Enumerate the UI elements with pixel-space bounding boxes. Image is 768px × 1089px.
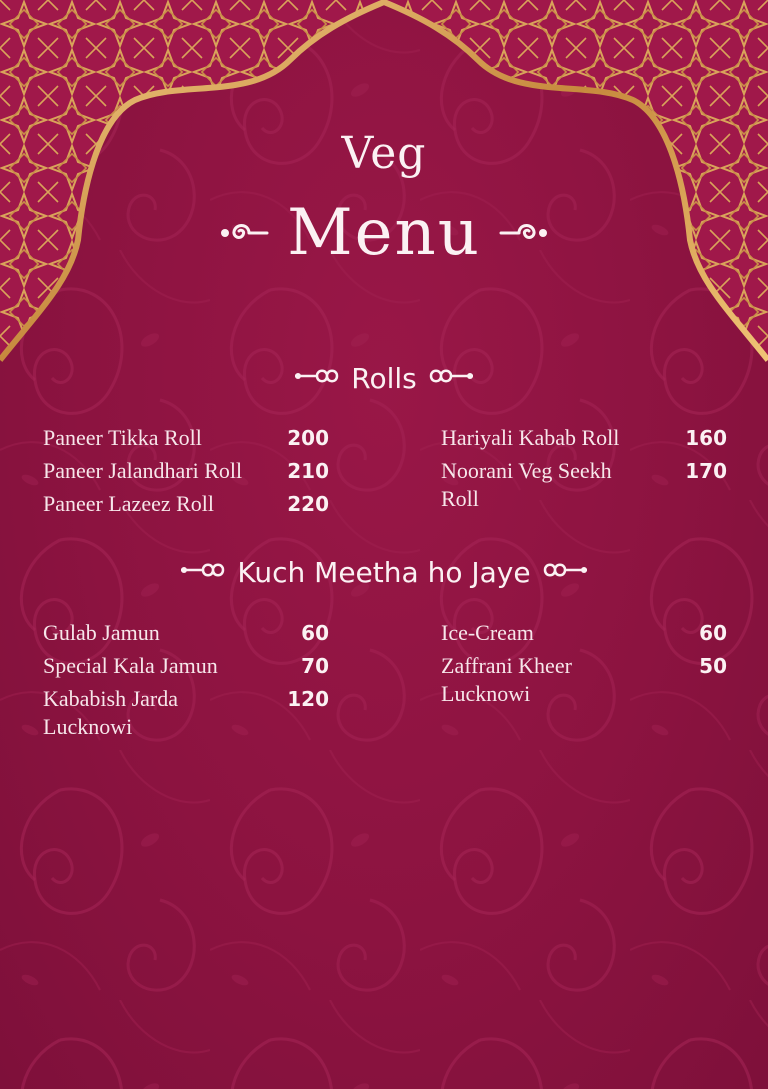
item-name: Gulab Jamun: [43, 620, 160, 645]
item-price: 60: [301, 621, 329, 645]
right-scroll-flourish-icon: [499, 221, 549, 245]
menu-item: [43, 424, 329, 452]
menu-item: [441, 652, 727, 708]
menu-item: [43, 619, 329, 647]
menu-item: [43, 685, 329, 741]
item-name: Hariyali Kabab Roll: [441, 425, 620, 450]
rolls-right-column: [441, 424, 727, 513]
item-price: 50: [699, 654, 727, 678]
title-row: [0, 188, 768, 278]
ornament-right-icon: [541, 560, 589, 585]
rolls-left-column: [43, 424, 329, 518]
desserts-right-column: [441, 619, 727, 708]
menu-item: [43, 652, 329, 680]
ornament-right-icon: [427, 366, 475, 391]
item-price: 200: [287, 426, 329, 450]
item-name: Kababish Jarda Lucknowi: [43, 686, 179, 739]
menu-item: [441, 424, 727, 452]
left-scroll-flourish-icon: [219, 221, 269, 245]
item-price: 120: [287, 687, 329, 711]
title-veg: Veg: [341, 128, 427, 179]
menu-item: [441, 457, 727, 513]
section-heading-desserts: [0, 552, 768, 592]
item-price: 70: [301, 654, 329, 678]
item-name: Paneer Lazeez Roll: [43, 491, 215, 516]
item-name: Paneer Jalandhari Roll: [43, 458, 243, 483]
menu-item: [441, 619, 727, 647]
item-name: Noorani Veg Seekh Roll: [441, 458, 612, 511]
item-name: Ice-Cream: [441, 620, 534, 645]
title-menu: Menu: [287, 196, 481, 270]
menu-item: [43, 457, 329, 485]
item-price: 170: [685, 459, 727, 483]
item-name: Paneer Tikka Roll: [43, 425, 202, 450]
section-title: Rolls: [351, 361, 417, 395]
item-price: 220: [287, 492, 329, 516]
section-heading-rolls: [0, 358, 768, 398]
section-title: Kuch Meetha ho Jaye: [237, 555, 531, 589]
ornament-left-icon: [179, 560, 227, 585]
item-price: 210: [287, 459, 329, 483]
ornament-left-icon: [293, 366, 341, 391]
item-price: 60: [699, 621, 727, 645]
menu-item: [43, 490, 329, 518]
item-price: 160: [685, 426, 727, 450]
item-name: Special Kala Jamun: [43, 653, 218, 678]
item-name: Zaffrani Kheer Lucknowi: [441, 653, 572, 706]
desserts-left-column: [43, 619, 329, 741]
